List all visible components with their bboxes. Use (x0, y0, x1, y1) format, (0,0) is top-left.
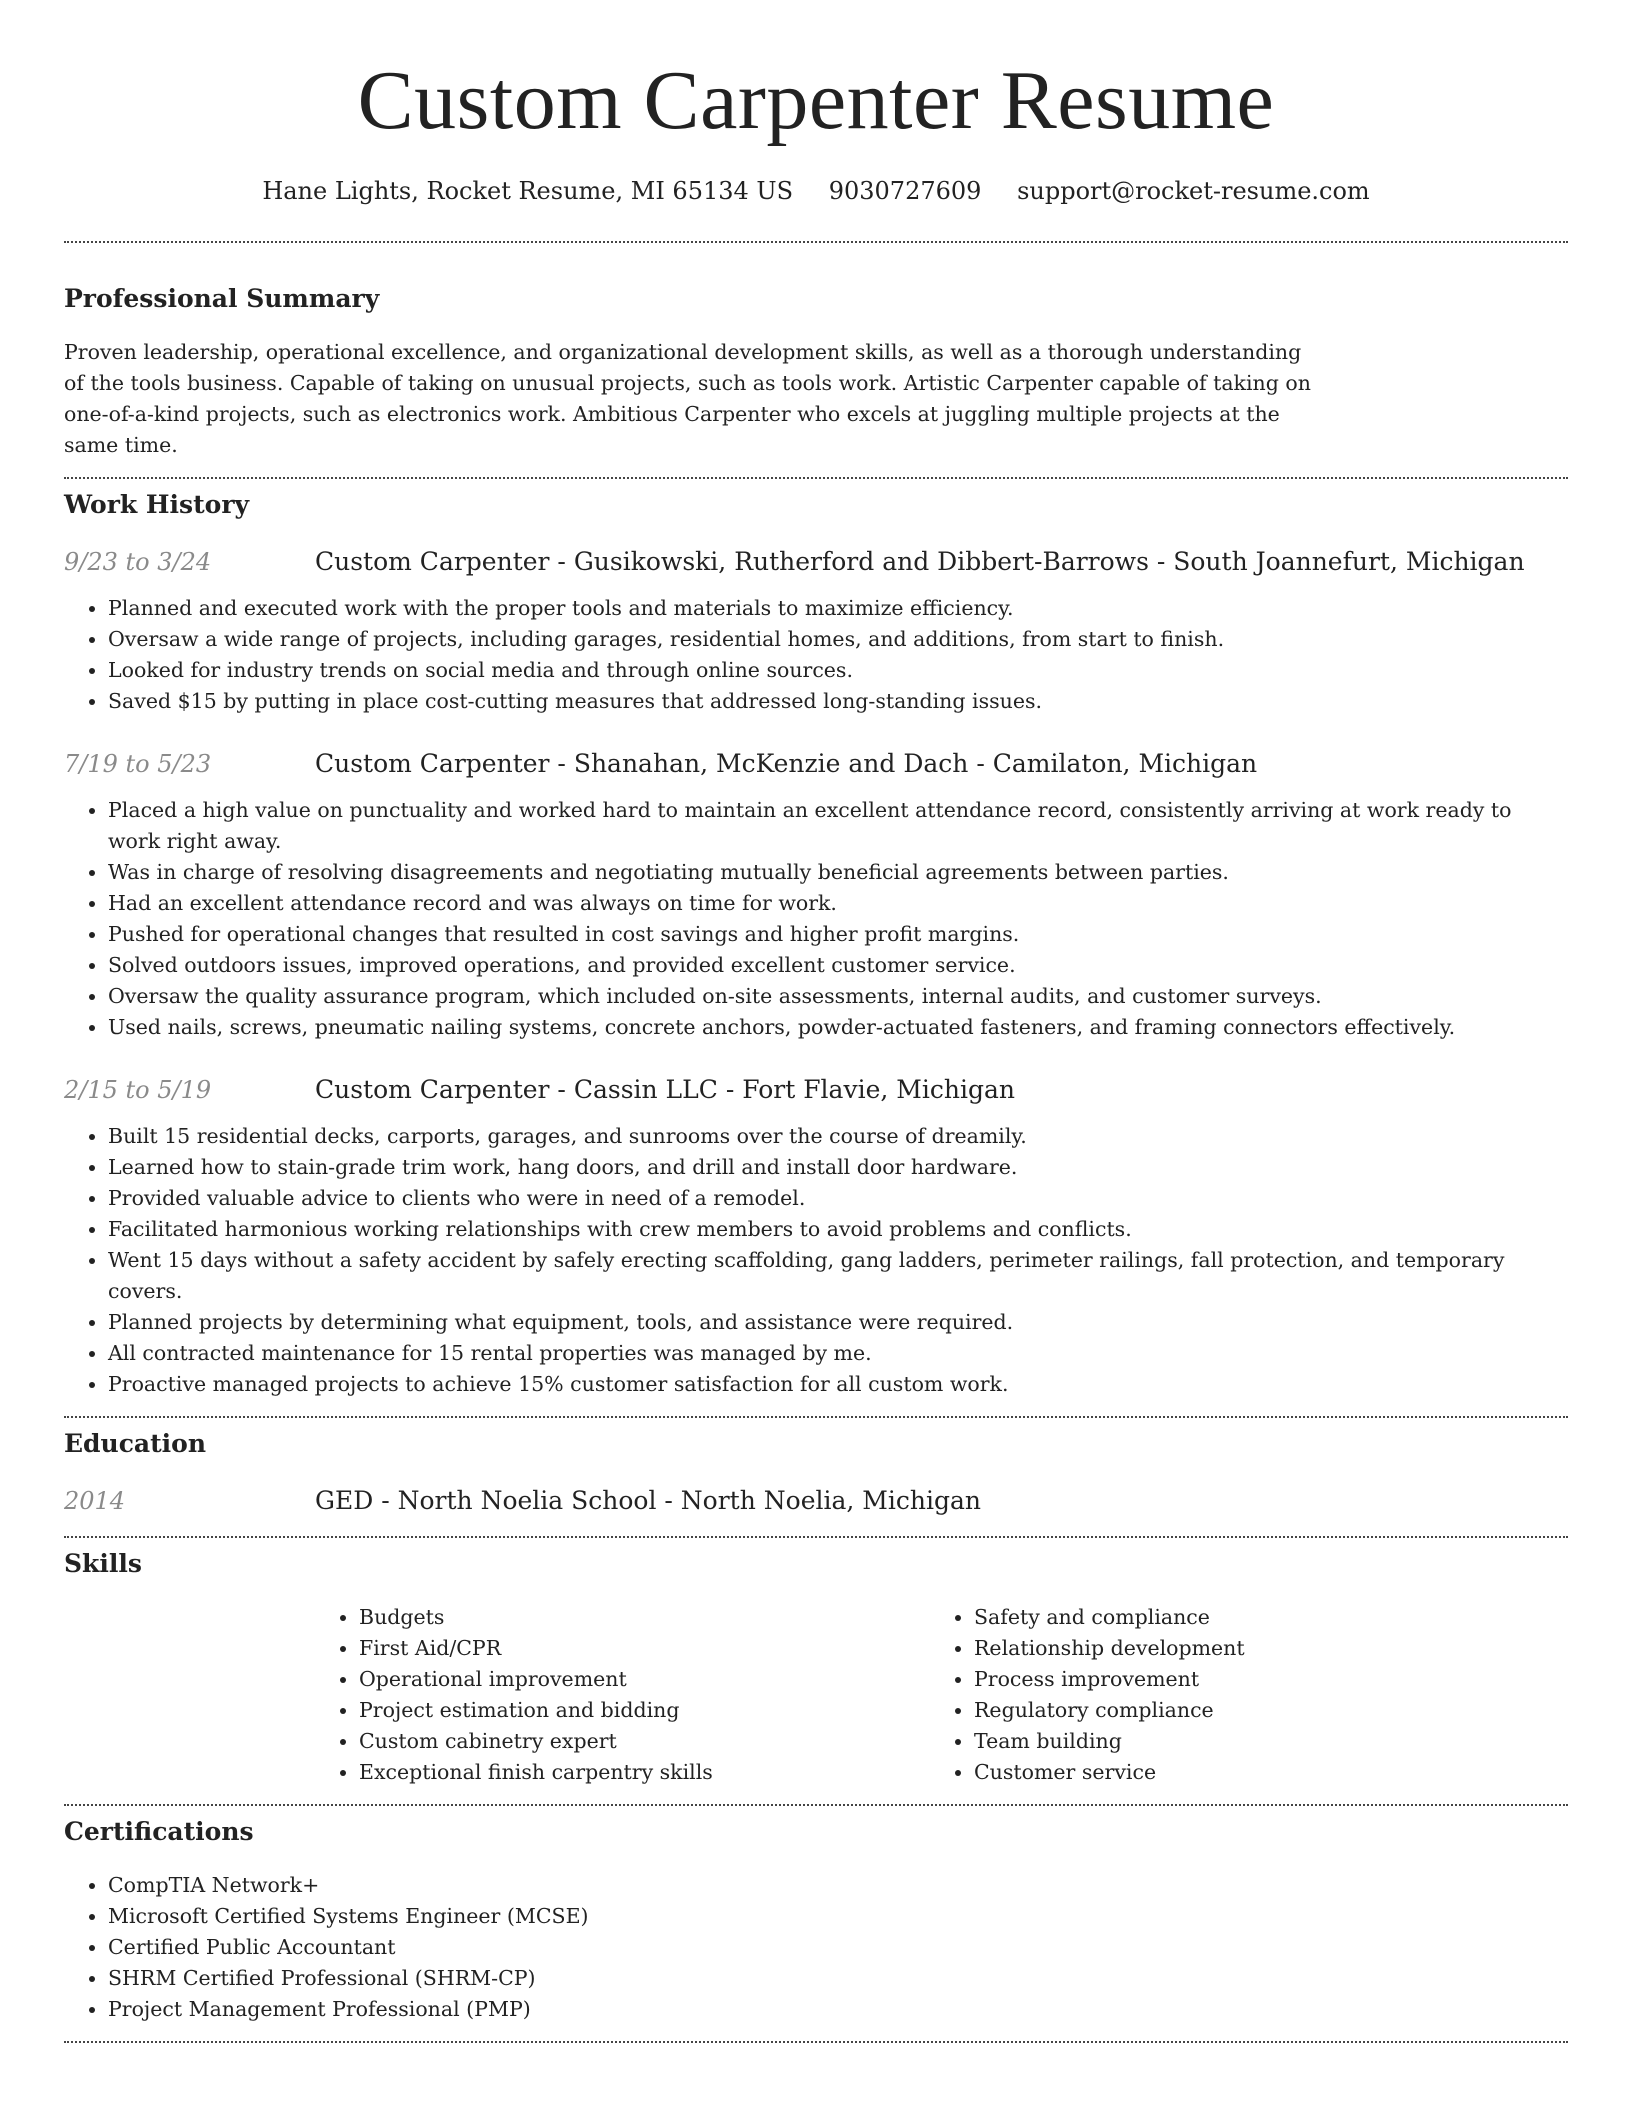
skills-right-column (930, 1602, 1545, 1788)
work-history-heading: Work History (64, 490, 250, 519)
list-item: • Saved $15 by putting in place cost-cutting measures that addressed long-standing issues. (108, 686, 1568, 717)
job-bullets (64, 593, 1568, 717)
divider (64, 2041, 1568, 2043)
job-dates: 9/23 to 3/24 (64, 548, 212, 576)
education-entry (64, 1484, 1568, 1518)
certifications-heading: Certifications (64, 1817, 254, 1846)
skills-heading: Skills (64, 1549, 142, 1578)
job-entry (64, 1073, 1568, 1400)
list-item: • Planned projects by determining what equipment, tools, and assistance were required. (108, 1307, 1568, 1338)
list-item: • Team building (974, 1726, 1545, 1757)
list-item: • Exceptional finish carpentry skills (359, 1757, 930, 1788)
list-item: • Project estimation and bidding (359, 1695, 930, 1726)
list-item: • Had an excellent attendance record and was always on time for work. (108, 888, 1568, 919)
list-item: • Microsoft Certified Systems Engineer (MCSE) (108, 1901, 1568, 1932)
education-title: GED - North Noelia School - North Noelia, Michigan (315, 1486, 981, 1515)
job-bullets (64, 795, 1568, 1043)
list-item: • Safety and compliance (974, 1602, 1545, 1633)
list-item: • Certified Public Accountant (108, 1932, 1568, 1963)
list-item: • Oversaw the quality assurance program, which included on-site assessments, internal audits, and customer surveys. (108, 981, 1568, 1012)
skills-list (315, 1602, 930, 1788)
summary-section (64, 283, 1568, 461)
divider (64, 1416, 1568, 1418)
list-item: • Used nails, screws, pneumatic nailing systems, concrete anchors, powder-actuated fasteners, and framing connectors effectively. (108, 1012, 1568, 1043)
contact-address: Hane Lights, Rocket Resume, MI 65134 US (262, 177, 794, 205)
list-item: • Customer service (974, 1757, 1545, 1788)
list-item: • Built 15 residential decks, carports, garages, and sunrooms over the course of dreamily. (108, 1121, 1568, 1152)
contact-phone: 9030727609 (828, 177, 982, 205)
education-section (64, 1428, 1568, 1518)
list-item: • CompTIA Network+ (108, 1870, 1568, 1901)
list-item: • Process improvement (974, 1664, 1545, 1695)
skills-columns (315, 1602, 1568, 1788)
resume-page (64, 0, 1568, 2043)
list-item: • Relationship development (974, 1633, 1545, 1664)
job-dates: 7/19 to 5/23 (64, 750, 212, 778)
divider (64, 1536, 1568, 1538)
list-item: • Custom cabinetry expert (359, 1726, 930, 1757)
list-item: • Was in charge of resolving disagreements and negotiating mutually beneficial agreements between parties. (108, 857, 1568, 888)
contact-email: support@rocket-resume.com (1017, 177, 1370, 205)
skills-left-column (315, 1602, 930, 1788)
list-item: • Regulatory compliance (974, 1695, 1545, 1726)
education-heading: Education (64, 1429, 207, 1458)
summary-text: Proven leadership, operational excellence, and organizational development skills, as well as a thorough understanding of the tools business. Capable of taking on unusual projects, such as tools work. Artistic Carpenter capable of taking on one-of-a-kind projects, such as electronics work. Ambitious Carpenter who excels at juggling multiple projects at the same time. (64, 340, 1311, 457)
list-item: • All contracted maintenance for 15 rental properties was managed by me. (108, 1338, 1568, 1369)
list-item: • Solved outdoors issues, improved operations, and provided excellent customer service. (108, 950, 1568, 981)
list-item: • Pushed for operational changes that resulted in cost savings and higher profit margins. (108, 919, 1568, 950)
certifications-section (64, 1816, 1568, 2025)
list-item: • Proactive managed projects to achieve 15% customer satisfaction for all custom work. (108, 1369, 1568, 1400)
job-title: Custom Carpenter - Cassin LLC - Fort Flavie, Michigan (315, 1075, 1015, 1104)
list-item: • Facilitated harmonious working relationships with crew members to avoid problems and conflicts. (108, 1214, 1568, 1245)
education-dates: 2014 (64, 1487, 126, 1515)
job-title: Custom Carpenter - Shanahan, McKenzie and Dach - Camilaton, Michigan (315, 749, 1258, 778)
job-bullets (64, 1121, 1568, 1400)
skills-list (930, 1602, 1545, 1788)
certifications-list (64, 1870, 1568, 2025)
divider (64, 241, 1568, 243)
list-item: • Went 15 days without a safety accident by safely erecting scaffolding, gang ladders, perimeter railings, fall protection, and temporary covers. (108, 1245, 1568, 1307)
list-item: • Looked for industry trends on social media and through online sources. (108, 655, 1568, 686)
list-item: • Placed a high value on punctuality and worked hard to maintain an excellent attendance record, consistently arriving at work ready to work right away. (108, 795, 1568, 857)
resume-title: Custom Carpenter Resume (357, 54, 1275, 147)
divider (64, 477, 1568, 479)
summary-heading: Professional Summary (64, 284, 380, 313)
list-item: • Planned and executed work with the proper tools and materials to maximize efficiency. (108, 593, 1568, 624)
work-history-section (64, 489, 1568, 1400)
list-item: • Learned how to stain-grade trim work, hang doors, and drill and install door hardware. (108, 1152, 1568, 1183)
job-entry (64, 545, 1568, 717)
job-dates: 2/15 to 5/19 (64, 1076, 212, 1104)
skills-section (64, 1548, 1568, 1788)
list-item: • Operational improvement (359, 1664, 930, 1695)
list-item: • Project Management Professional (PMP) (108, 1994, 1568, 2025)
list-item: • Oversaw a wide range of projects, including garages, residential homes, and additions, from start to finish. (108, 624, 1568, 655)
list-item: • First Aid/CPR (359, 1633, 930, 1664)
divider (64, 1804, 1568, 1806)
contact-line (64, 176, 1568, 206)
list-item: • Budgets (359, 1602, 930, 1633)
list-item: • SHRM Certified Professional (SHRM-CP) (108, 1963, 1568, 1994)
list-item: • Provided valuable advice to clients who were in need of a remodel. (108, 1183, 1568, 1214)
job-entry (64, 747, 1568, 1043)
job-title: Custom Carpenter - Gusikowski, Rutherford and Dibbert-Barrows - South Joannefurt, Michigan (315, 547, 1525, 576)
